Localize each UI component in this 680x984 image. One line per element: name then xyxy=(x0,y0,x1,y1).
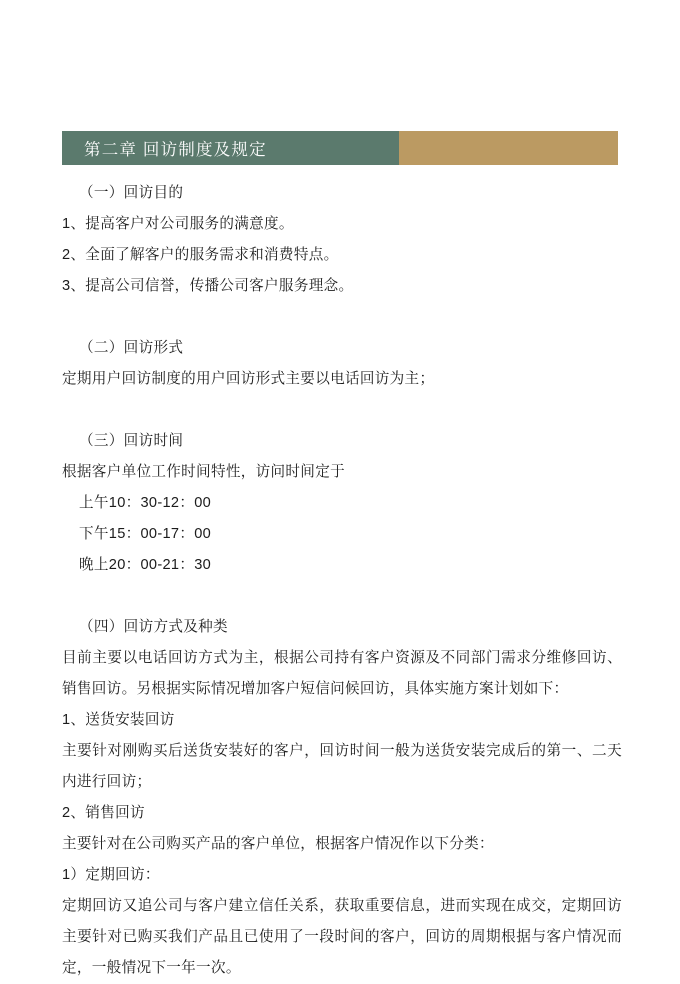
section-line: 主要针对刚购买后送货安装好的客户，回访时间一般为送货安装完成后的第一、二天内进行回访； xyxy=(62,743,622,790)
section-heading-purpose: （一）回访目的 xyxy=(79,185,184,201)
section-heading-time: （三）回访时间 xyxy=(79,433,184,449)
section-line: 1、提高客户对公司服务的满意度。 xyxy=(62,216,294,232)
section-spacer xyxy=(62,581,622,612)
document-body xyxy=(62,178,622,984)
section-line: 1）定期回访： xyxy=(62,867,160,883)
chapter-banner-green-block xyxy=(62,131,399,165)
chapter-banner xyxy=(62,131,618,165)
section-line-morning: 上午10：30-12：00 xyxy=(79,495,212,511)
section-spacer xyxy=(62,302,622,333)
section-line: 定期用户回访制度的用户回访形式主要以电话回访为主； xyxy=(62,371,435,387)
section-line: 3、提高公司信誉，传播公司客户服务理念。 xyxy=(62,278,354,294)
section-line: 主要针对在公司购买产品的客户单位，根据客户情况作以下分类： xyxy=(62,836,494,852)
section-line: 1、送货安装回访 xyxy=(62,712,175,728)
section-line-afternoon: 下午15：00-17：00 xyxy=(79,526,212,542)
banner-slant-gold xyxy=(399,131,416,165)
section-line: 根据客户单位工作时间特性，访问时间定于 xyxy=(62,464,345,480)
section-line: 2、销售回访 xyxy=(62,805,145,821)
section-line: 定期回访又追公司与客户建立信任关系，获取重要信息，进而实现在成交，定期回访主要针对已购买我们产品且已使用了一段时间的客户，回访的周期根据与客户情况而定，一般情况下一年一次。 xyxy=(62,898,622,976)
section-line-evening: 晚上20：00-21：30 xyxy=(79,557,212,573)
section-line: 目前主要以电话回访方式为主，根据公司持有客户资源及不同部门需求分维修回访、销售回访。另根据实际情况增加客户短信问候回访，具体实施方案计划如下： xyxy=(62,650,622,697)
chapter-title: 第二章 回访制度及规定 xyxy=(84,141,267,159)
section-heading-methods: （四）回访方式及种类 xyxy=(79,619,228,635)
section-line: 2、全面了解客户的服务需求和消费特点。 xyxy=(62,247,339,263)
section-spacer xyxy=(62,395,622,426)
section-heading-form: （二）回访形式 xyxy=(79,340,184,356)
chapter-banner-gold-block xyxy=(399,131,618,165)
